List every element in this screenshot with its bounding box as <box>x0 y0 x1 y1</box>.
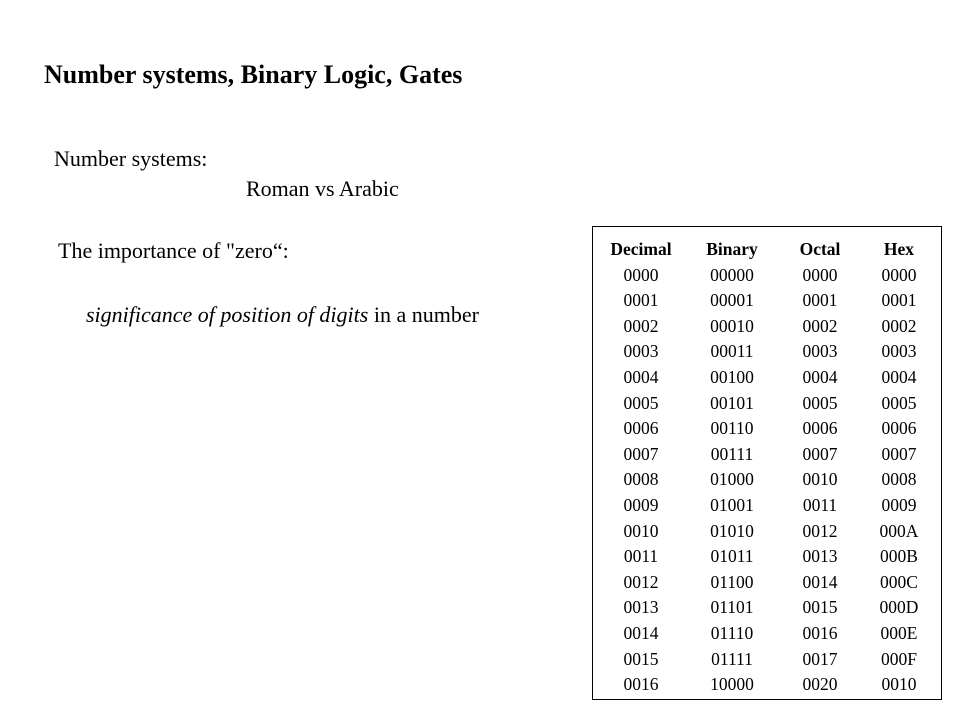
table-header-row <box>599 237 939 263</box>
cell-octal: 0010 <box>802 469 838 490</box>
cell-decimal: 0015 <box>623 648 659 669</box>
cell-hex: 000D <box>879 597 919 618</box>
cell-octal: 0006 <box>802 418 838 439</box>
cell-decimal: 0001 <box>623 290 659 311</box>
importance-of-zero-text: The importance of "zero“: <box>58 238 289 263</box>
cell-binary: 00100 <box>710 366 754 387</box>
cell-binary: 01001 <box>710 494 754 515</box>
cell-binary: 00001 <box>710 290 754 311</box>
significance-text <box>86 300 479 330</box>
roman-vs-arabic-text: Roman vs Arabic <box>246 176 399 201</box>
cell-octal: 0001 <box>802 290 838 311</box>
table-row <box>599 570 939 596</box>
table-row <box>599 365 939 391</box>
cell-octal: 0012 <box>802 520 838 541</box>
table-body <box>599 263 939 698</box>
cell-decimal: 0004 <box>623 366 659 387</box>
cell-binary: 01100 <box>710 571 754 592</box>
significance-italic-text: significance of position of digits <box>86 302 369 327</box>
cell-octal: 0002 <box>802 315 838 336</box>
number-system-grid <box>599 237 939 698</box>
cell-hex: 0005 <box>881 392 917 413</box>
cell-octal: 0003 <box>802 341 838 362</box>
cell-decimal: 0002 <box>623 315 659 336</box>
cell-binary: 01110 <box>710 622 754 643</box>
cell-binary: 00101 <box>710 392 754 413</box>
table-row <box>599 519 939 545</box>
cell-octal: 0017 <box>802 648 838 669</box>
header-decimal: Decimal <box>610 239 672 259</box>
cell-hex: 0004 <box>881 366 917 387</box>
header-hex: Hex <box>883 239 915 259</box>
cell-hex: 0002 <box>881 315 917 336</box>
table-row <box>599 339 939 365</box>
cell-binary: 00011 <box>710 341 754 362</box>
cell-hex: 0008 <box>881 469 917 490</box>
cell-hex: 0006 <box>881 418 917 439</box>
cell-decimal: 0013 <box>623 597 659 618</box>
slide-title: Number systems, Binary Logic, Gates <box>44 60 463 89</box>
cell-octal: 0015 <box>802 597 838 618</box>
cell-decimal: 0003 <box>623 341 659 362</box>
cell-octal: 0020 <box>802 674 838 695</box>
cell-decimal: 0009 <box>623 494 659 515</box>
table-row <box>599 544 939 570</box>
cell-hex: 0009 <box>881 494 917 515</box>
cell-binary: 00110 <box>710 418 754 439</box>
table-row <box>599 647 939 673</box>
cell-binary: 01011 <box>710 546 754 567</box>
cell-hex: 000C <box>880 571 918 592</box>
cell-octal: 0004 <box>802 366 838 387</box>
significance-rest-text: in a number <box>368 302 479 327</box>
table-row <box>599 314 939 340</box>
cell-hex: 0007 <box>881 443 917 464</box>
cell-binary: 01101 <box>710 597 754 618</box>
cell-hex: 0001 <box>881 290 917 311</box>
cell-decimal: 0010 <box>623 520 659 541</box>
cell-hex: 000A <box>879 520 919 541</box>
cell-binary: 00010 <box>710 315 754 336</box>
cell-hex: 0003 <box>881 341 917 362</box>
cell-hex: 0000 <box>881 264 917 285</box>
cell-decimal: 0012 <box>623 571 659 592</box>
cell-octal: 0007 <box>802 443 838 464</box>
table-row <box>599 442 939 468</box>
cell-binary: 00000 <box>710 264 754 285</box>
header-binary: Binary <box>706 239 758 259</box>
table-row <box>599 467 939 493</box>
cell-binary: 10000 <box>710 674 754 695</box>
table-row <box>599 595 939 621</box>
table-row <box>599 263 939 289</box>
cell-octal: 0016 <box>802 622 838 643</box>
cell-octal: 0014 <box>802 571 838 592</box>
cell-decimal: 0000 <box>623 264 659 285</box>
cell-binary: 01000 <box>710 469 754 490</box>
header-octal: Octal <box>799 239 841 259</box>
number-system-table <box>592 226 942 700</box>
table-row <box>599 672 939 698</box>
cell-octal: 0000 <box>802 264 838 285</box>
cell-hex: 000B <box>880 546 918 567</box>
cell-hex: 000E <box>880 622 918 643</box>
table-row <box>599 493 939 519</box>
number-systems-label: Number systems: <box>54 146 208 171</box>
cell-decimal: 0016 <box>623 674 659 695</box>
cell-decimal: 0006 <box>623 418 659 439</box>
cell-decimal: 0008 <box>623 469 659 490</box>
cell-decimal: 0011 <box>623 546 659 567</box>
table-row <box>599 288 939 314</box>
cell-octal: 0013 <box>802 546 838 567</box>
cell-octal: 0005 <box>802 392 838 413</box>
cell-hex: 000F <box>881 648 917 669</box>
table-row <box>599 416 939 442</box>
cell-decimal: 0005 <box>623 392 659 413</box>
cell-hex: 0010 <box>881 674 917 695</box>
cell-binary: 01111 <box>711 648 753 669</box>
cell-decimal: 0007 <box>623 443 659 464</box>
table-row <box>599 391 939 417</box>
cell-binary: 01010 <box>710 520 754 541</box>
cell-decimal: 0014 <box>623 622 659 643</box>
cell-binary: 00111 <box>710 443 754 464</box>
cell-octal: 0011 <box>802 494 838 515</box>
table-row <box>599 621 939 647</box>
